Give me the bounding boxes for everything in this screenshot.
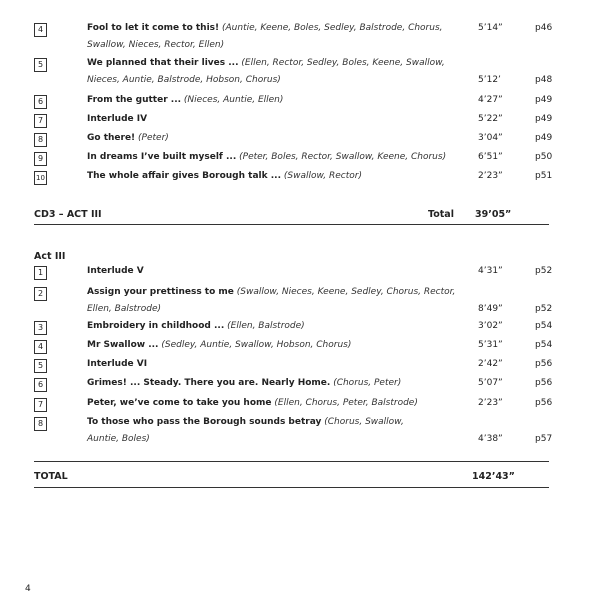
track-page: p52 [535,304,553,314]
track-time: 6’51” [478,152,503,162]
track-page: p48 [535,75,553,85]
track-cast: (Ellen, Chorus, Peter, Balstrode) [274,398,418,408]
track-time: 2’42” [478,359,503,369]
track-title: Assign your prettiness to me [87,287,234,297]
track-description [87,149,457,166]
track-time: 8’49” [478,304,503,314]
track-description [87,414,457,448]
grand-total-time: 142’43” [472,471,515,482]
page-number: 4 [25,584,31,594]
track-title: To those who pass the Borough sounds betray [87,417,322,427]
track-title: We planned that their lives ... [87,58,239,68]
track-time: 5’31” [478,340,503,350]
track-page: p56 [535,359,553,369]
track-cast-cont: Swallow, Nieces, Rector, Ellen) [87,40,225,50]
cd-total-time: 39’05” [475,209,512,220]
divider [34,487,549,488]
track-number: 6 [34,95,47,109]
track-cast: (Ellen, Balstrode) [227,321,305,331]
track-description [87,168,457,185]
track-title: Peter, we’ve come to take you home [87,398,272,408]
track-time: 4’31” [478,266,503,276]
track-description [87,111,457,128]
cd-total-label: Total [428,209,454,220]
cd-heading: CD3 – ACT III [34,209,102,220]
track-time: 4’27” [478,95,503,105]
track-number: 10 [34,171,47,185]
track-page: p57 [535,434,553,444]
track-number: 1 [34,266,47,280]
track-number: 4 [34,340,47,354]
track-title: Embroidery in childhood ... [87,321,225,331]
track-description [87,130,457,147]
track-title: Go there! [87,133,136,143]
track-cast-cont: Ellen, Balstrode) [87,304,162,314]
track-description [87,55,457,89]
track-time: 2’23” [478,171,503,181]
track-cast-cont: Auntie, Boles) [87,434,150,444]
track-page: p51 [535,171,553,181]
track-number: 5 [34,359,47,373]
track-cast-cont: Nieces, Auntie, Balstrode, Hobson, Chorus) [87,75,281,85]
track-cast: (Auntie, Keene, Boles, Sedley, Balstrode, Chorus, [222,23,443,33]
track-title: The whole affair gives Borough talk ... [87,171,281,181]
track-number: 4 [34,23,47,37]
track-number: 6 [34,378,47,392]
track-title: Grimes! ... Steady. There you are. Nearly Home. [87,378,331,388]
track-time: 5’22” [478,114,503,124]
track-page: p56 [535,378,553,388]
track-number: 8 [34,133,47,147]
grand-total-label: TOTAL [34,471,68,482]
track-title: Interlude V [87,266,144,276]
track-number: 2 [34,287,47,301]
track-time: 5’12’ [478,75,501,85]
track-number: 7 [34,114,47,128]
track-cast: (Chorus, Swallow, [324,417,404,427]
track-number: 8 [34,417,47,431]
track-description [87,318,457,335]
track-page: p52 [535,266,553,276]
track-time: 5’07” [478,378,503,388]
track-time: 4’38” [478,434,503,444]
divider [34,461,549,462]
track-cast: (Peter, Boles, Rector, Swallow, Keene, Chorus) [239,152,447,162]
track-page: p54 [535,321,553,331]
track-description [87,395,457,412]
track-cast: (Nieces, Auntie, Ellen) [183,95,284,105]
track-title: Interlude IV [87,114,148,124]
track-cast: (Chorus, Peter) [333,378,402,388]
track-page: p49 [535,114,553,124]
track-title: From the gutter ... [87,95,182,105]
track-cast: (Swallow, Nieces, Keene, Sedley, Chorus, Rector, [236,287,456,297]
track-time: 5’14” [478,23,503,33]
divider [34,224,549,225]
track-number: 5 [34,58,47,72]
act-heading: Act III [34,251,66,262]
track-description [87,284,457,318]
track-page: p54 [535,340,553,350]
track-time: 3’02” [478,321,503,331]
track-cast: (Sedley, Auntie, Swallow, Hobson, Chorus) [161,340,352,350]
track-number: 9 [34,152,47,166]
track-page: p56 [535,398,553,408]
track-page: p49 [535,133,553,143]
track-title: Interlude VI [87,359,148,369]
track-page: p49 [535,95,553,105]
track-page: p50 [535,152,553,162]
track-page: p46 [535,23,553,33]
track-title: Fool to let it come to this! [87,23,220,33]
track-time: 3’04” [478,133,503,143]
track-description [87,375,457,392]
track-cast: (Swallow, Rector) [283,171,362,181]
track-cast: (Ellen, Rector, Sedley, Boles, Keene, Swallow, [241,58,445,68]
track-description [87,20,457,54]
track-description [87,263,457,280]
track-cast: (Peter) [138,133,169,143]
track-title: In dreams I’ve built myself ... [87,152,237,162]
track-description [87,356,457,373]
track-title: Mr Swallow ... [87,340,159,350]
track-number: 3 [34,321,47,335]
track-number: 7 [34,398,47,412]
track-description [87,337,457,354]
track-time: 2’23” [478,398,503,408]
track-description [87,92,457,109]
